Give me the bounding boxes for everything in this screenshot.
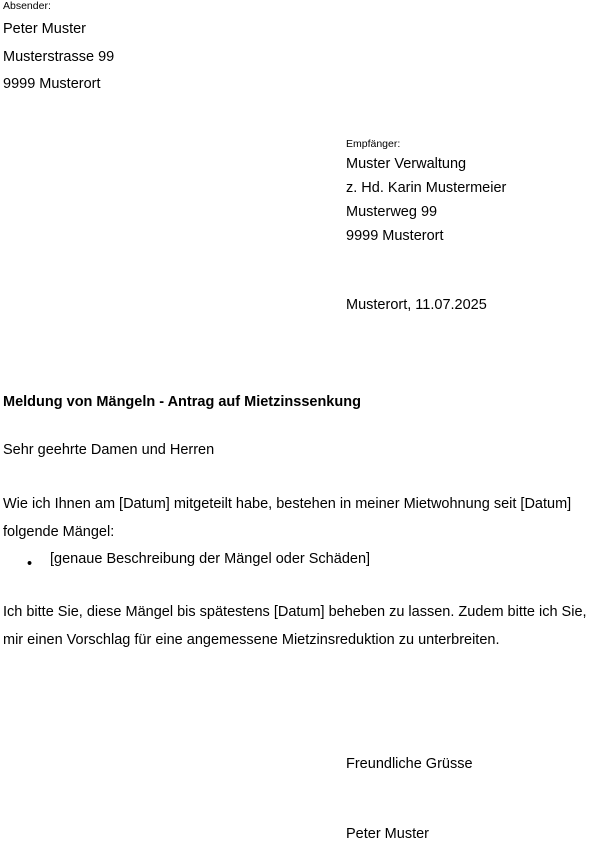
paragraph-2-line-1: Ich bitte Sie, diese Mängel bis spätestens [Datum] beheben zu lassen. Zudem bitte ich Sie, [3, 604, 587, 620]
sender-city: 9999 Musterort [3, 76, 101, 92]
sender-street: Musterstrasse 99 [3, 49, 115, 65]
recipient-label: Empfänger: [346, 138, 401, 150]
sender-name: Peter Muster [3, 21, 86, 37]
paragraph-1-line-2: folgende Mängel: [3, 524, 115, 540]
closing-greeting: Freundliche Grüsse [346, 756, 473, 772]
recipient-company: Muster Verwaltung [346, 156, 467, 172]
recipient-attention: z. Hd. Karin Mustermeier [346, 180, 507, 196]
salutation: Sehr geehrte Damen und Herren [3, 442, 215, 458]
sender-label: Absender: [3, 0, 51, 12]
paragraph-2-line-2: mir einen Vorschlag für eine angemessene Mietzinsreduktion zu unterbreiten. [3, 632, 500, 648]
signature-name: Peter Muster [346, 826, 429, 842]
subject-line: Meldung von Mängeln - Antrag auf Mietzinssenkung [3, 394, 361, 410]
list-item-text: [genaue Beschreibung der Mängel oder Schäden] [50, 551, 371, 567]
recipient-city: 9999 Musterort [346, 228, 444, 244]
bullet-icon: • [27, 556, 33, 572]
recipient-street: Musterweg 99 [346, 204, 438, 220]
paragraph-1-line-1: Wie ich Ihnen am [Datum] mitgeteilt habe, bestehen in meiner Mietwohnung seit [Datum] [3, 496, 572, 512]
place-date: Musterort, 11.07.2025 [346, 297, 487, 313]
